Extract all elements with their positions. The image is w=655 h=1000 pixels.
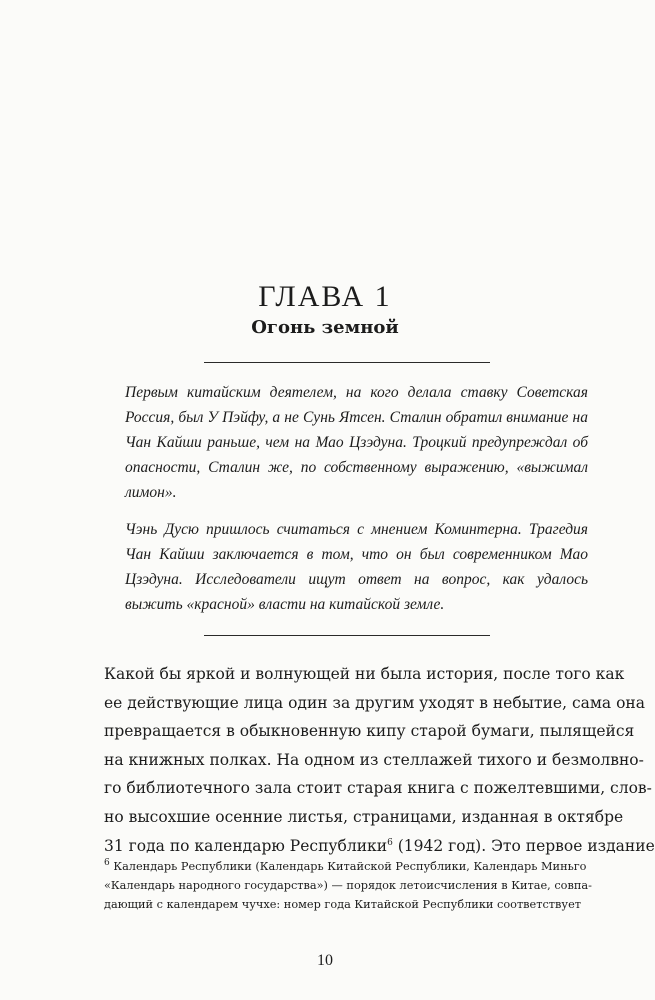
body-line: превращается в обыкновенную кипу старой бумаги, пылящейся	[104, 722, 635, 741]
epigraph-paragraph-1: Первым китайским деятелем, на кого делала ставку Советская Россия, был У Пэйфу, а не Сунь Ятсен. Сталин обратил внимание на Чан Кайши раньше, чем на Мао Цзэдуна. Троцкий предупреждал об опасности, Сталин же, по собственному выражению, «выжимал лимон».	[125, 384, 588, 501]
body-text	[104, 660, 655, 860]
footnote-line: дающий с календарем чучхе: номер года Китайской Республики соответствует	[104, 898, 582, 911]
epigraph-paragraph-2: Чэнь Дусю пришлось считаться с мнением Коминтерна. Трагедия Чан Кайши заключается в том, что он был современником Мао Цзэдуна. Исследователи ищут ответ на вопрос, как удалось выжить «красной» власти на китайской земле.	[125, 521, 588, 613]
bottom-divider	[204, 635, 490, 636]
chapter-number: ГЛАВА 1	[258, 280, 392, 313]
body-line	[104, 832, 655, 861]
footnote-line-text: Календарь Республики (Календарь Китайской Республики, Календарь Миньго	[113, 860, 587, 873]
footnote-line	[104, 857, 594, 876]
top-divider	[204, 362, 490, 363]
footnote-reference: 6	[387, 837, 393, 848]
page-number: 10	[317, 952, 333, 969]
footnote-line: «Календарь народного государства») — порядок летоисчисления в Китае, совпа-	[104, 879, 592, 892]
body-line: Какой бы яркой и волнующей ни была история, после того как	[104, 665, 625, 683]
body-line: но высохшие осенние листья, страницами, изданная в октябре	[104, 807, 624, 826]
body-line-part: 31 года по календарю Республики	[104, 836, 388, 855]
body-line-part: (1942 год). Это первое издание	[397, 836, 655, 855]
epigraph	[125, 380, 588, 617]
chapter-title: Огонь земной	[251, 317, 399, 338]
body-line: ее действующие лица один за другим уходят в небытие, сама она	[104, 693, 646, 712]
body-line: на книжных полках. На одном из стеллажей тихого и безмолвно-	[104, 750, 644, 769]
footnote	[104, 857, 594, 914]
chapter-heading	[0, 280, 650, 342]
footnote-marker: 6	[104, 858, 110, 869]
body-line: го библиотечного зала стоит старая книга с пожелтевшими, слов-	[104, 779, 652, 798]
